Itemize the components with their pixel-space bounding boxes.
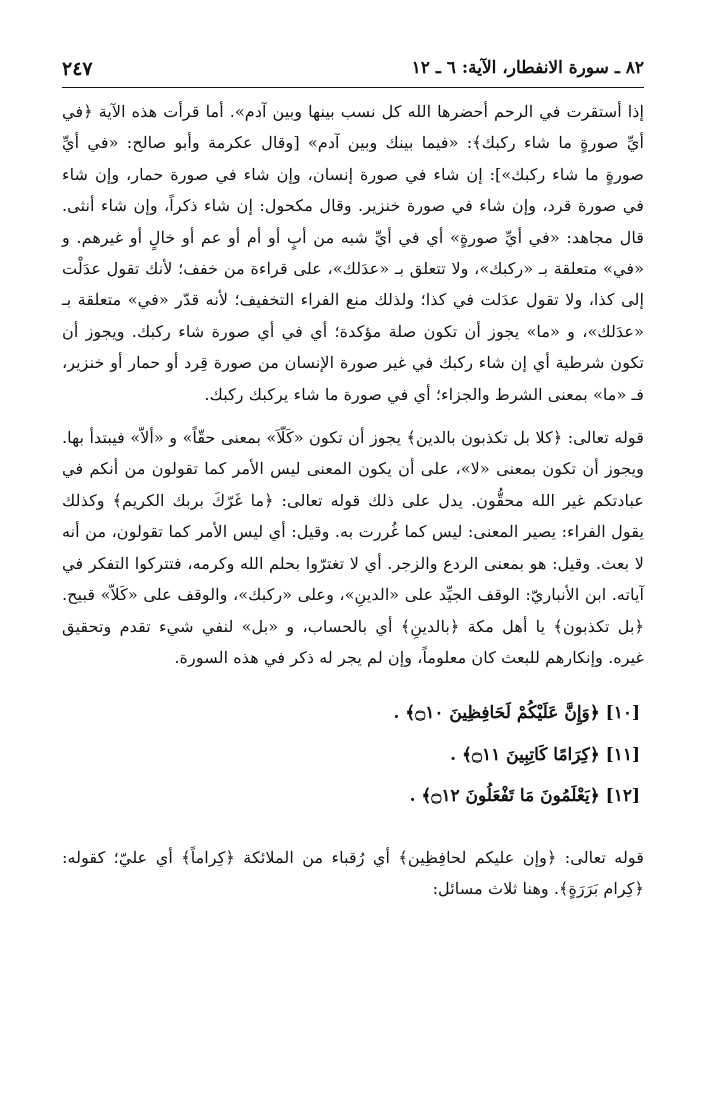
verse-text: ﴿يَعْلَمُونَ مَا تَفْعَلُونَ ۝١٢﴾ . bbox=[409, 786, 600, 807]
commentary-paragraph-1: إذا أستقرت في الرحم أحضرها الله كل نسب بينها وبين آدم». أما قرأت هذه الآية ﴿في أيِّ صورةٍ ما شاء ركبك﴾: «فيما بينك وبين آدم» [وقال عكرمة وأبو صالح: «في أيِّ صورةٍ ما شاء ركبك»]: إن شاء في صورة إنسان، وإن شاء في صورة حمار، وإن شاء في صورة قرد، وإن شاء في صورة خنزير. وقال مكحول: إن شاء ذكراً، وإن شاء أنثى. قال مجاهد: «في أيِّ صورةٍ» أي في أيِّ شبه من أبٍ أو أم أو عم أو خالٍ أو غيرهم. و «في» متعلقة بـ «ركبك»، ولا تتعلق بـ «عدَلك»، على قراءة من خفف؛ لأنك تقول عدَلْت إلى كذا، ولا تقول عدَلت في كذا؛ ولذلك منع الفراء التخفيف؛ لأنه قدّر «في» متعلقة بـ «عدَلك»، و «ما» يجوز أن تكون صلة مؤكدة؛ أي في أي صورة شاء ركبك. ويجوز أن تكون شرطية أي إن شاء ركبك في غير صورة الإنسان من صورة قِرد أو حمار أو خنزير، فـ «ما» بمعنى الشرط والجزاء؛ أي في صورة ما شاء يركبك ركبك. bbox=[62, 102, 644, 404]
verse-number: [١١] bbox=[605, 744, 640, 765]
page-number: ٢٤٧ bbox=[62, 58, 93, 80]
verse-text: ﴿كِرَامًا كَاتِبِينَ ۝١١﴾ . bbox=[450, 744, 600, 765]
verse-10 bbox=[62, 693, 644, 735]
commentary-paragraph-3: قوله تعالى: ﴿وإن عليكم لحافِظِين﴾ أي رُقباء من الملائكة ﴿كِراماً﴾ أي عليّ؛ كقوله: ﴿كِرام بَرَرَةٍ﴾. وهنا ثلاث مسائل: bbox=[62, 847, 644, 899]
verse-number: [١٢] bbox=[605, 786, 640, 807]
verse-list bbox=[62, 693, 644, 818]
verse-11 bbox=[62, 735, 644, 777]
running-header bbox=[62, 58, 644, 90]
header-rule bbox=[62, 87, 644, 88]
verse-12 bbox=[62, 776, 644, 818]
verse-text: ﴿وَإِنَّ عَلَيْكُمْ لَحَافِظِينَ ۝١٠﴾ . bbox=[393, 703, 600, 724]
commentary-paragraph-2: قوله تعالى: ﴿كلا بل تكذبون بالدين﴾ يجوز أن تكون «كَلّاَ» بمعنى حقّاً» و «ألاّ» فيبتدأ بها. ويجوز أن تكون بمعنى «لا»، على أن يكون المعنى ليس الأمر كما تقولون من أنكم في عبادتكم غير الله محقُّون. يدل على ذلك قوله تعالى: ﴿ما غَرّكَ بربك الكريم﴾ وكذلك يقول الفراء: يصير المعنى: ليس كما غُررت به. وقيل: أي ليس الأمر كما تقولون، من أنه لا بعث. وقيل: هو بمعنى الردع والزجر. أي لا تغترّوا بحلم الله وكرمه، فتتركوا التفكر في آياته. ابن الأنباريّ: الوقف الجيِّد على «الدينِ»، وعلى «ركبك»، والوقف على «كَلاّ» قبيح. ﴿بل تكذبون﴾ يا أهل مكة ﴿بالدينِ﴾ أي بالحساب، و «بل» لنفي شيء تقدم وتحقيق غيره. وإنكارهم للبعث كان معلوماً، وإن لم يجر له ذكر في هذه السورة. bbox=[62, 428, 644, 667]
page-body bbox=[62, 96, 644, 905]
header-title: ٨٢ ـ سورة الانفطار، الآية: ٦ ـ ١٢ bbox=[411, 58, 644, 78]
verse-number: [١٠] bbox=[605, 703, 640, 724]
